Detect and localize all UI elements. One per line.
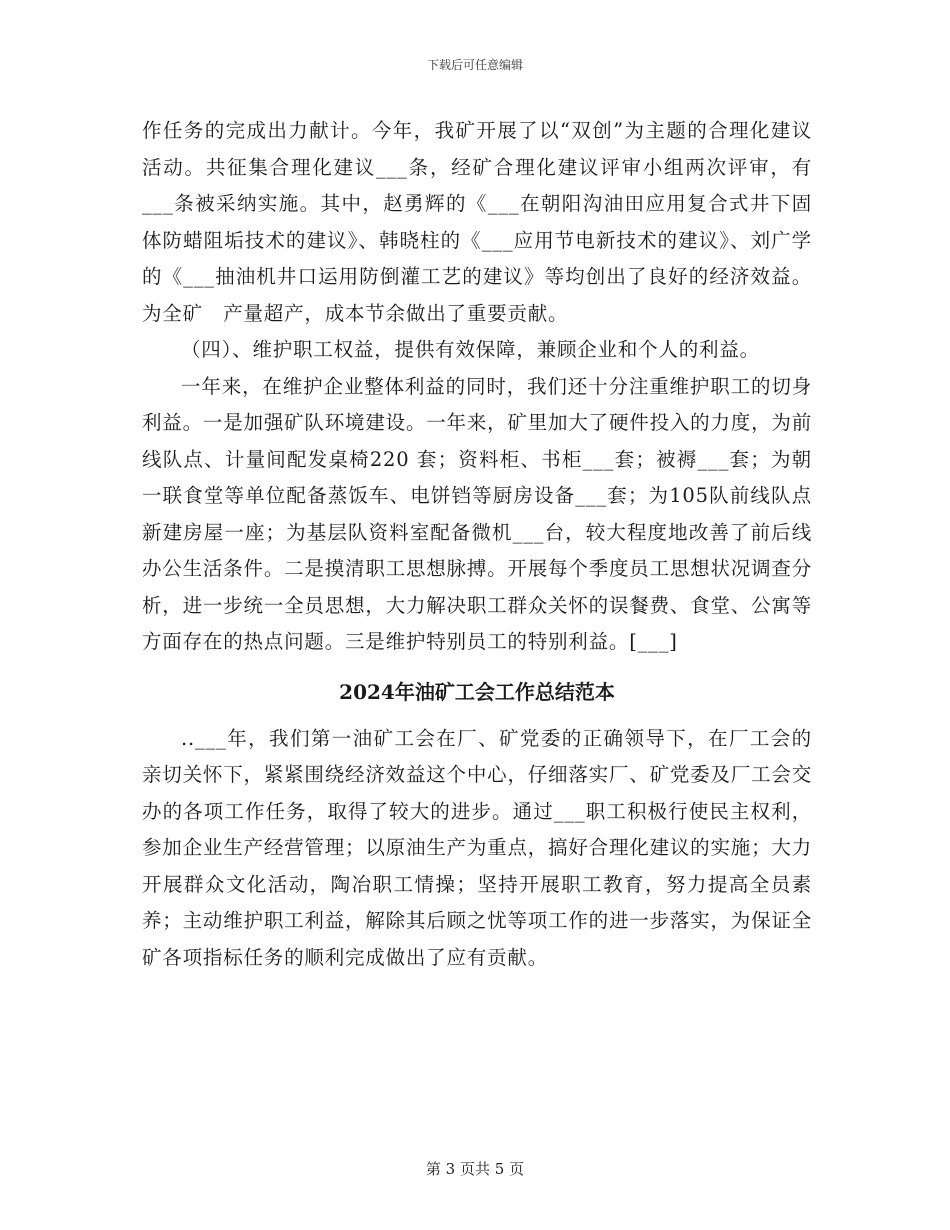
paragraph-suggestions: 作任务的完成出力献计。今年，我矿开展了以“双创”为主题的合理化建议活动。共征集合理化建议___条，经矿合理化建议评审小组两次评审，有___条被采纳实施。其中，赵勇辉的《___在朝阳沟油田应用复合式井下固体防蜡阻垢技术的建议》、韩晓柱的《___应用节电新技术的建议》、刘广学的《___抽油机井口运用防倒灌工艺的建议》等均创出了良好的经济效益。为全矿 产量超产，成本节余做出了重要贡献。 <box>142 119 812 325</box>
document-title: 2024年油矿工会工作总结范本 <box>339 679 615 704</box>
paragraph-summary: ..___年，我们第一油矿工会在厂、矿党委的正确领导下，在厂工会的亲切关怀下，紧紧围绕经济效益这个中心，仔细落实厂、矿党委及厂工会交办的各项工作任务，取得了较大的进步。通过___职工积极行使民主权利，参加企业生产经营管理；以原油生产为重点，搞好合理化建议的实施；大力开展群众文化活动，陶冶职工情操；坚持开展职工教育，努力提高全员素养；主动维护职工利益，解除其后顾之忧等项工作的进一步落实，为保证全矿各项指标任务的顺利完成做出了应有贡献。 <box>142 726 812 969</box>
document-body <box>142 113 812 976</box>
section-heading-four: （四）、维护职工权益，提供有效保障，兼顾企业和个人的利益。 <box>181 338 760 361</box>
page-header: 下载后可任意编辑 <box>426 58 523 72</box>
page-footer: 第 3 页共 5 页 <box>425 1160 525 1178</box>
paragraph-worker-interests: 一年来，在维护企业整体利益的同时，我们还十分注重维护职工的切身利益。一是加强矿队环境建设。一年来，矿里加大了硬件投入的力度，为前线队点、计量间配发桌椅220 套；资料柜、书柜___套；被褥___套；为朝一联食堂等单位配备蒸饭车、电饼铛等厨房设备___套；为105队前线队点新建房屋一座；为基层队资料室配备微机___台，较大程度地改善了前后线办公生活条件。二是摸清职工思想脉搏。开展每个季度员工思想状况调查分析，进一步统一全员思想，大力解决职工群众关怀的误餐费、食堂、公寓等方面存在的热点问题。三是维护特别员工的特别利益。[___] <box>142 374 812 653</box>
